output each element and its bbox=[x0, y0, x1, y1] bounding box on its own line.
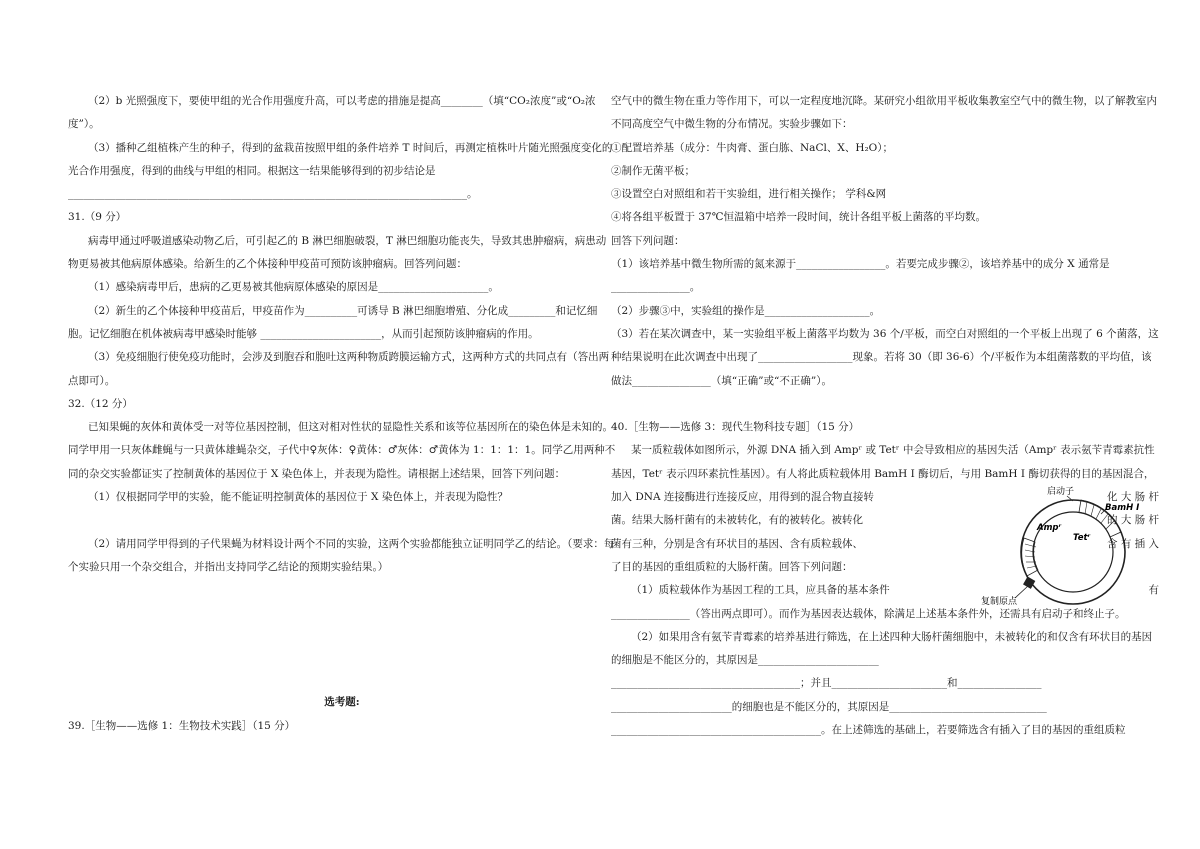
figure-wrap-block bbox=[611, 486, 1159, 607]
wrap-text-4: 了目的基因的重组质粒的大肠杆菌。回答下列问题： bbox=[611, 560, 853, 573]
bamh-label: BamH I bbox=[1105, 503, 1140, 514]
q40-part2-line2: ____________________________________；并且______________________和________________ bbox=[611, 677, 1042, 690]
q39-part1: （1）该培养基中微生物所需的氮来源于_________________。若要完成步骤②，该培养基中的成分 X 通常是_______________。 bbox=[611, 258, 1110, 294]
q40-part2-line4: ________________________________________。在上述筛选的基础上，若要筛选含有插入了目的基因的重组质粒 bbox=[611, 724, 1126, 737]
wrap-line-1 bbox=[611, 486, 1159, 509]
q39-step1: ①配置培养基（成分：牛肉膏、蛋白胨、NaCl、X、H₂O）； bbox=[611, 141, 894, 154]
q40-part1-tail: 有 bbox=[1148, 584, 1159, 597]
q40-part1-line bbox=[611, 579, 1159, 602]
right-column bbox=[611, 90, 1159, 742]
q31-stem: 病毒甲通过呼吸道感染动物乙后，可引起乙的 B 淋巴细胞破裂，T 淋巴细胞功能丧失，导致其患肿瘤病，病患动物更易被其他病原体感染。给新生的乙个体接种甲疫苗可预防该肿瘤病。回答列问题： bbox=[68, 234, 607, 271]
tet-label: Tetʳ bbox=[1073, 533, 1091, 544]
promoter-label: 启动子 bbox=[1047, 487, 1075, 498]
wrap-tail-2: 的 大 肠 杆 bbox=[1106, 514, 1159, 527]
wrap-text-2: 菌。结果大肠杆菌有的未被转化，有的被转化。被转化 bbox=[611, 514, 863, 527]
q39-stem: 空气中的微生物在重力等作用下，可以一定程度地沉降。某研究小组欲用平板收集教室空气中的微生物，以了解教室内不同高度空气中微生物的分布情况。实验步骤如下： bbox=[611, 95, 1157, 131]
wrap-tail-3: 含 有 插 入 bbox=[1106, 537, 1159, 550]
q39-part2: （2）步骤③中，实验组的操作是____________________。 bbox=[611, 304, 881, 317]
q30-part2: （2）b 光照强度下，要使甲组的光合作用强度升高，可以考虑的措施是提高________（填“CO₂浓度”或“O₂浓度”）。 bbox=[68, 95, 596, 131]
answer-space-large bbox=[68, 579, 616, 691]
q32-part1: （1）仅根据同学甲的实验，能不能证明控制黄体的基因位于 X 染色体上，并表现为隐性？ bbox=[88, 491, 508, 504]
wrap-text-1: 加入 DNA 连接酶进行连接反应，用得到的混合物直接转 bbox=[611, 491, 874, 504]
q39-answer-prompt: 回答下列问题： bbox=[611, 234, 685, 247]
q31-title: 31.（9 分） bbox=[68, 211, 127, 224]
section-gap bbox=[611, 393, 1159, 416]
q32-title: 32.（12 分） bbox=[68, 397, 133, 410]
q39-step4: ④将各组平板置于 37℃恒温箱中培养一段时间，统计各组平板上菌落的平均数。 bbox=[611, 211, 986, 224]
left-column bbox=[68, 90, 616, 738]
q40-part1-cont: _______________（答出两点即可）。而作为基因表达载体，除满足上述基本条件外，还需具有启动子和终止子。 bbox=[611, 607, 1126, 620]
q40-part1: （1）质粒载体作为基因工程的工具，应具备的基本条件 bbox=[631, 584, 890, 597]
q39-title: 39.［生物——选修 1：生物技术实践］（15 分） bbox=[68, 719, 296, 732]
amp-label: Ampʳ bbox=[1037, 523, 1062, 534]
q39-step2: ②制作无菌平板； bbox=[611, 164, 695, 177]
wrap-text-3: 菌有三种，分别是含有环状目的基因、含有质粒载体、 bbox=[611, 537, 863, 550]
wrap-line-3 bbox=[611, 533, 1159, 556]
optional-section-title: 选考题: bbox=[324, 696, 360, 709]
q39-part3: （3）若在某次调查中，某一实验组平板上菌落平均数为 36 个/平板，而空白对照组的一个平板上出现了 6 个菌落，这种结果说明在此次调查中出现了__________________现象。若将 30（即 36-6）个/平板作为本组菌落数的平均值，该做法_______________（填“正确”或“不正确”）。 bbox=[611, 327, 1159, 387]
q31-part2: （2）新生的乙个体接种甲疫苗后，甲疫苗作为__________可诱导 B 淋巴细胞增殖、分化成_________和记忆细胞。记忆细胞在机体被病毒甲感染时能够 _______________________，从而引起预防该肿瘤病的作用。 bbox=[68, 304, 598, 340]
q30-part3: （3）播种乙组植株产生的种子，得到的盆栽苗按照甲组的条件培养 T 时间后，再测定植株叶片随光照强度变化的光合作用强度，得到的曲线与甲组的相同。根据这一结果能够得到的初步结论是____________________________________________________________________________。 bbox=[68, 141, 613, 201]
q40-part2-line3: _______________________的细胞也是不能区分的，其原因是______________________________ bbox=[611, 700, 1047, 713]
q40-stem: 某一质粒载体如图所示，外源 DNA 插入到 Ampʳ 或 Tetʳ 中会导致相应的基因失活（Ampʳ 表示氨苄青霉素抗性基因，Tetʳ 表示四环素抗性基因）。有人将此质粒载体用 BamH I 酶切后，与用 BamH I 酶切获得的目的基因混合， bbox=[611, 444, 1155, 480]
q31-part1: （1）感染病毒甲后，患病的乙更易被其他病原体感染的原因是_____________________。 bbox=[88, 281, 499, 294]
q31-part3: （3）免疫细胞行使免疫功能时，会涉及到胞吞和胞吐这两种物质跨膜运输方式，这两种方式的共同点有（答出两点即可）。 bbox=[68, 351, 610, 387]
q32-stem: 已知果蝇的灰体和黄体受一对等位基因控制，但这对相对性状的显隐性关系和该等位基因所在的染色体是未知的。同学甲用一只灰体雌蝇与一只黄体雄蝇杂交，子代中♀灰体：♀黄体：♂灰体：♂黄体为 1：1：1：1。同学乙用两种不同的杂交实验都证实了控制黄体的基因位于 X 染色体上，并表现为隐性。请根据上述结果，回答下列问题： bbox=[68, 421, 616, 480]
q32-part2: （2）请用同学甲得到的子代果蝇为材料设计两个不同的实验，这两个实验都能独立证明同学乙的结论。（要求：每个实验只用一个杂交组合，并指出支持同学乙结论的预期实验结果。） bbox=[68, 537, 615, 573]
q40-title: 40.［生物——选修 3：现代生物科技专题］（15 分） bbox=[611, 421, 860, 434]
wrap-line-2 bbox=[611, 509, 1159, 532]
q40-part2: （2）如果用含有氨苄青霉素的培养基进行筛选，在上述四种大肠杆菌细胞中，未被转化的和仅含有环状目的基因的细胞是不能区分的，其原因是_______________________ bbox=[611, 630, 1153, 667]
answer-space bbox=[68, 509, 616, 532]
wrap-tail-1: 化 大 肠 杆 bbox=[1106, 491, 1159, 504]
q39-step3: ③设置空白对照组和若干实验组，进行相关操作； 学科&网 bbox=[611, 188, 887, 201]
origin-label: 复制原点 bbox=[981, 597, 1018, 607]
